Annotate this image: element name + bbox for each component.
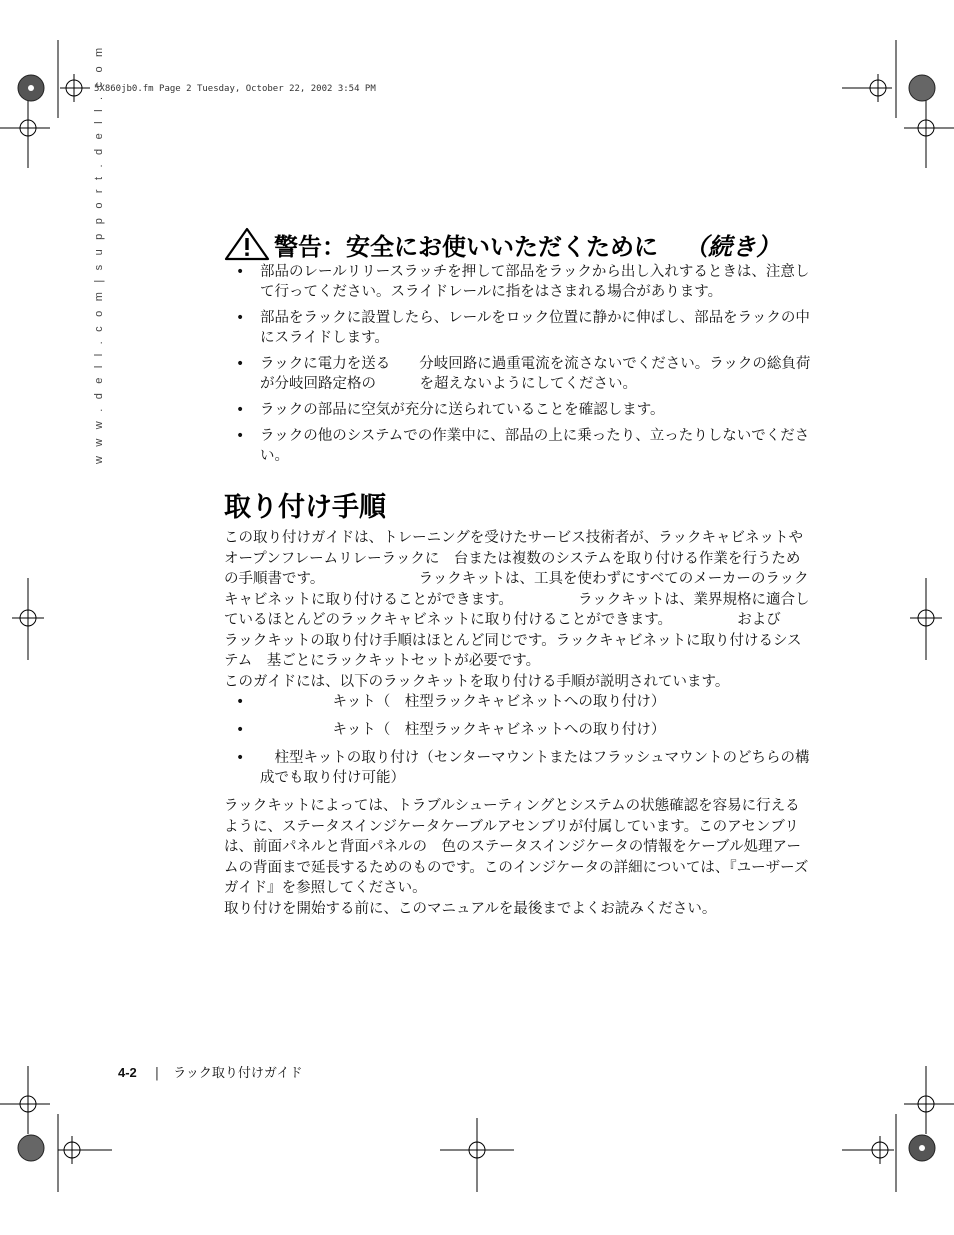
warning-triangle-icon: [224, 227, 270, 261]
footer-title: ラック取り付けガイド: [173, 1066, 303, 1081]
section-paragraph-kits-intro: このガイドには、以下のラックキットを取り付ける手順が説明されています。: [224, 673, 730, 690]
page-footer: [118, 1062, 303, 1081]
list-item: • キット（ 柱型ラックキャビネットへの取り付け）: [236, 722, 666, 738]
kit-list: [224, 692, 812, 788]
list-item: • 柱型キットの取り付け（センターマウントまたはフラッシュマウントのどちらの構成でも取り付け可能）: [236, 750, 810, 786]
list-item: • ラックの部品に空気が充分に送られていることを確認します。: [236, 402, 665, 418]
list-item: • ラックの他のシステムでの作業中に、部品の上に乗ったり、立ったりしないでください。: [236, 428, 810, 464]
side-url-text: w w w . d e l l . c o m | s u p p o r t . d e l l . c o m: [93, 44, 105, 464]
list-item: • ラックに電力を送る 分岐回路に過重電流を流さないでください。ラックの総負荷が分岐回路定格の を超えないようにしてください。: [236, 356, 811, 392]
list-item: • 部品のレールリリースラッチを押して部品をラックから出し入れするときは、注意して行ってください。スライドレールに指をはさまれる場合があります。: [236, 264, 810, 300]
list-item: • キット（ 柱型ラックキャビネットへの取り付け）: [236, 694, 666, 710]
section-paragraph-indicator: ラックキットによっては、トラブルシューティングとシステムの状態確認を容易に行えるように、ステータスインジケータケーブルアセンブリが付属しています。このアセンブリは、前面パネルと背面パネルの 色のステータスインジケータの情報をケーブル処理アームの背面まで延長するためのものです。このインジケータの詳細については、『ユーザーズガイド』を参照してください。: [224, 798, 809, 896]
page-number: 4-2: [118, 1065, 137, 1080]
warning-continued-text: （続き）: [684, 232, 780, 261]
footer-separator: |: [154, 1066, 160, 1081]
warning-heading: [224, 226, 812, 262]
warning-list: [224, 262, 812, 466]
print-slug-header: 5X860jb0.fm Page 2 Tuesday, October 22, 2002 3:54 PM: [94, 84, 376, 94]
section-paragraph-intro: この取り付けガイドは、トレーニングを受けたサービス技術者が、ラックキャビネットやオープンフレームリレーラックに 台または複数のシステムを取り付ける作業を行うための手順書です。 ラックキットは、工具を使わずにすべてのメーカーのラックキャビネットに取り付けることができます。 ラックキットは、業界規格に適合しているほとんどのラックキャビネットに取り付けることができます。 および ラックキットの取り付け手順はほとんど同じです。ラックキャビネットに取り付けるシステム 基ごとにラックキットセットが必要です。: [224, 530, 854, 669]
warning-heading-text: 警告：安全にお使いいただくために: [274, 232, 658, 261]
list-item: • 部品をラックに設置したら、レールをロック位置に静かに伸ばし、部品をラックの中にスライドします。: [236, 310, 810, 346]
section-paragraph-read-first: 取り付けを開始する前に、このマニュアルを最後までよくお読みください。: [224, 900, 717, 917]
page-content: [224, 226, 854, 919]
section-heading: 取り付け手順: [224, 492, 386, 523]
